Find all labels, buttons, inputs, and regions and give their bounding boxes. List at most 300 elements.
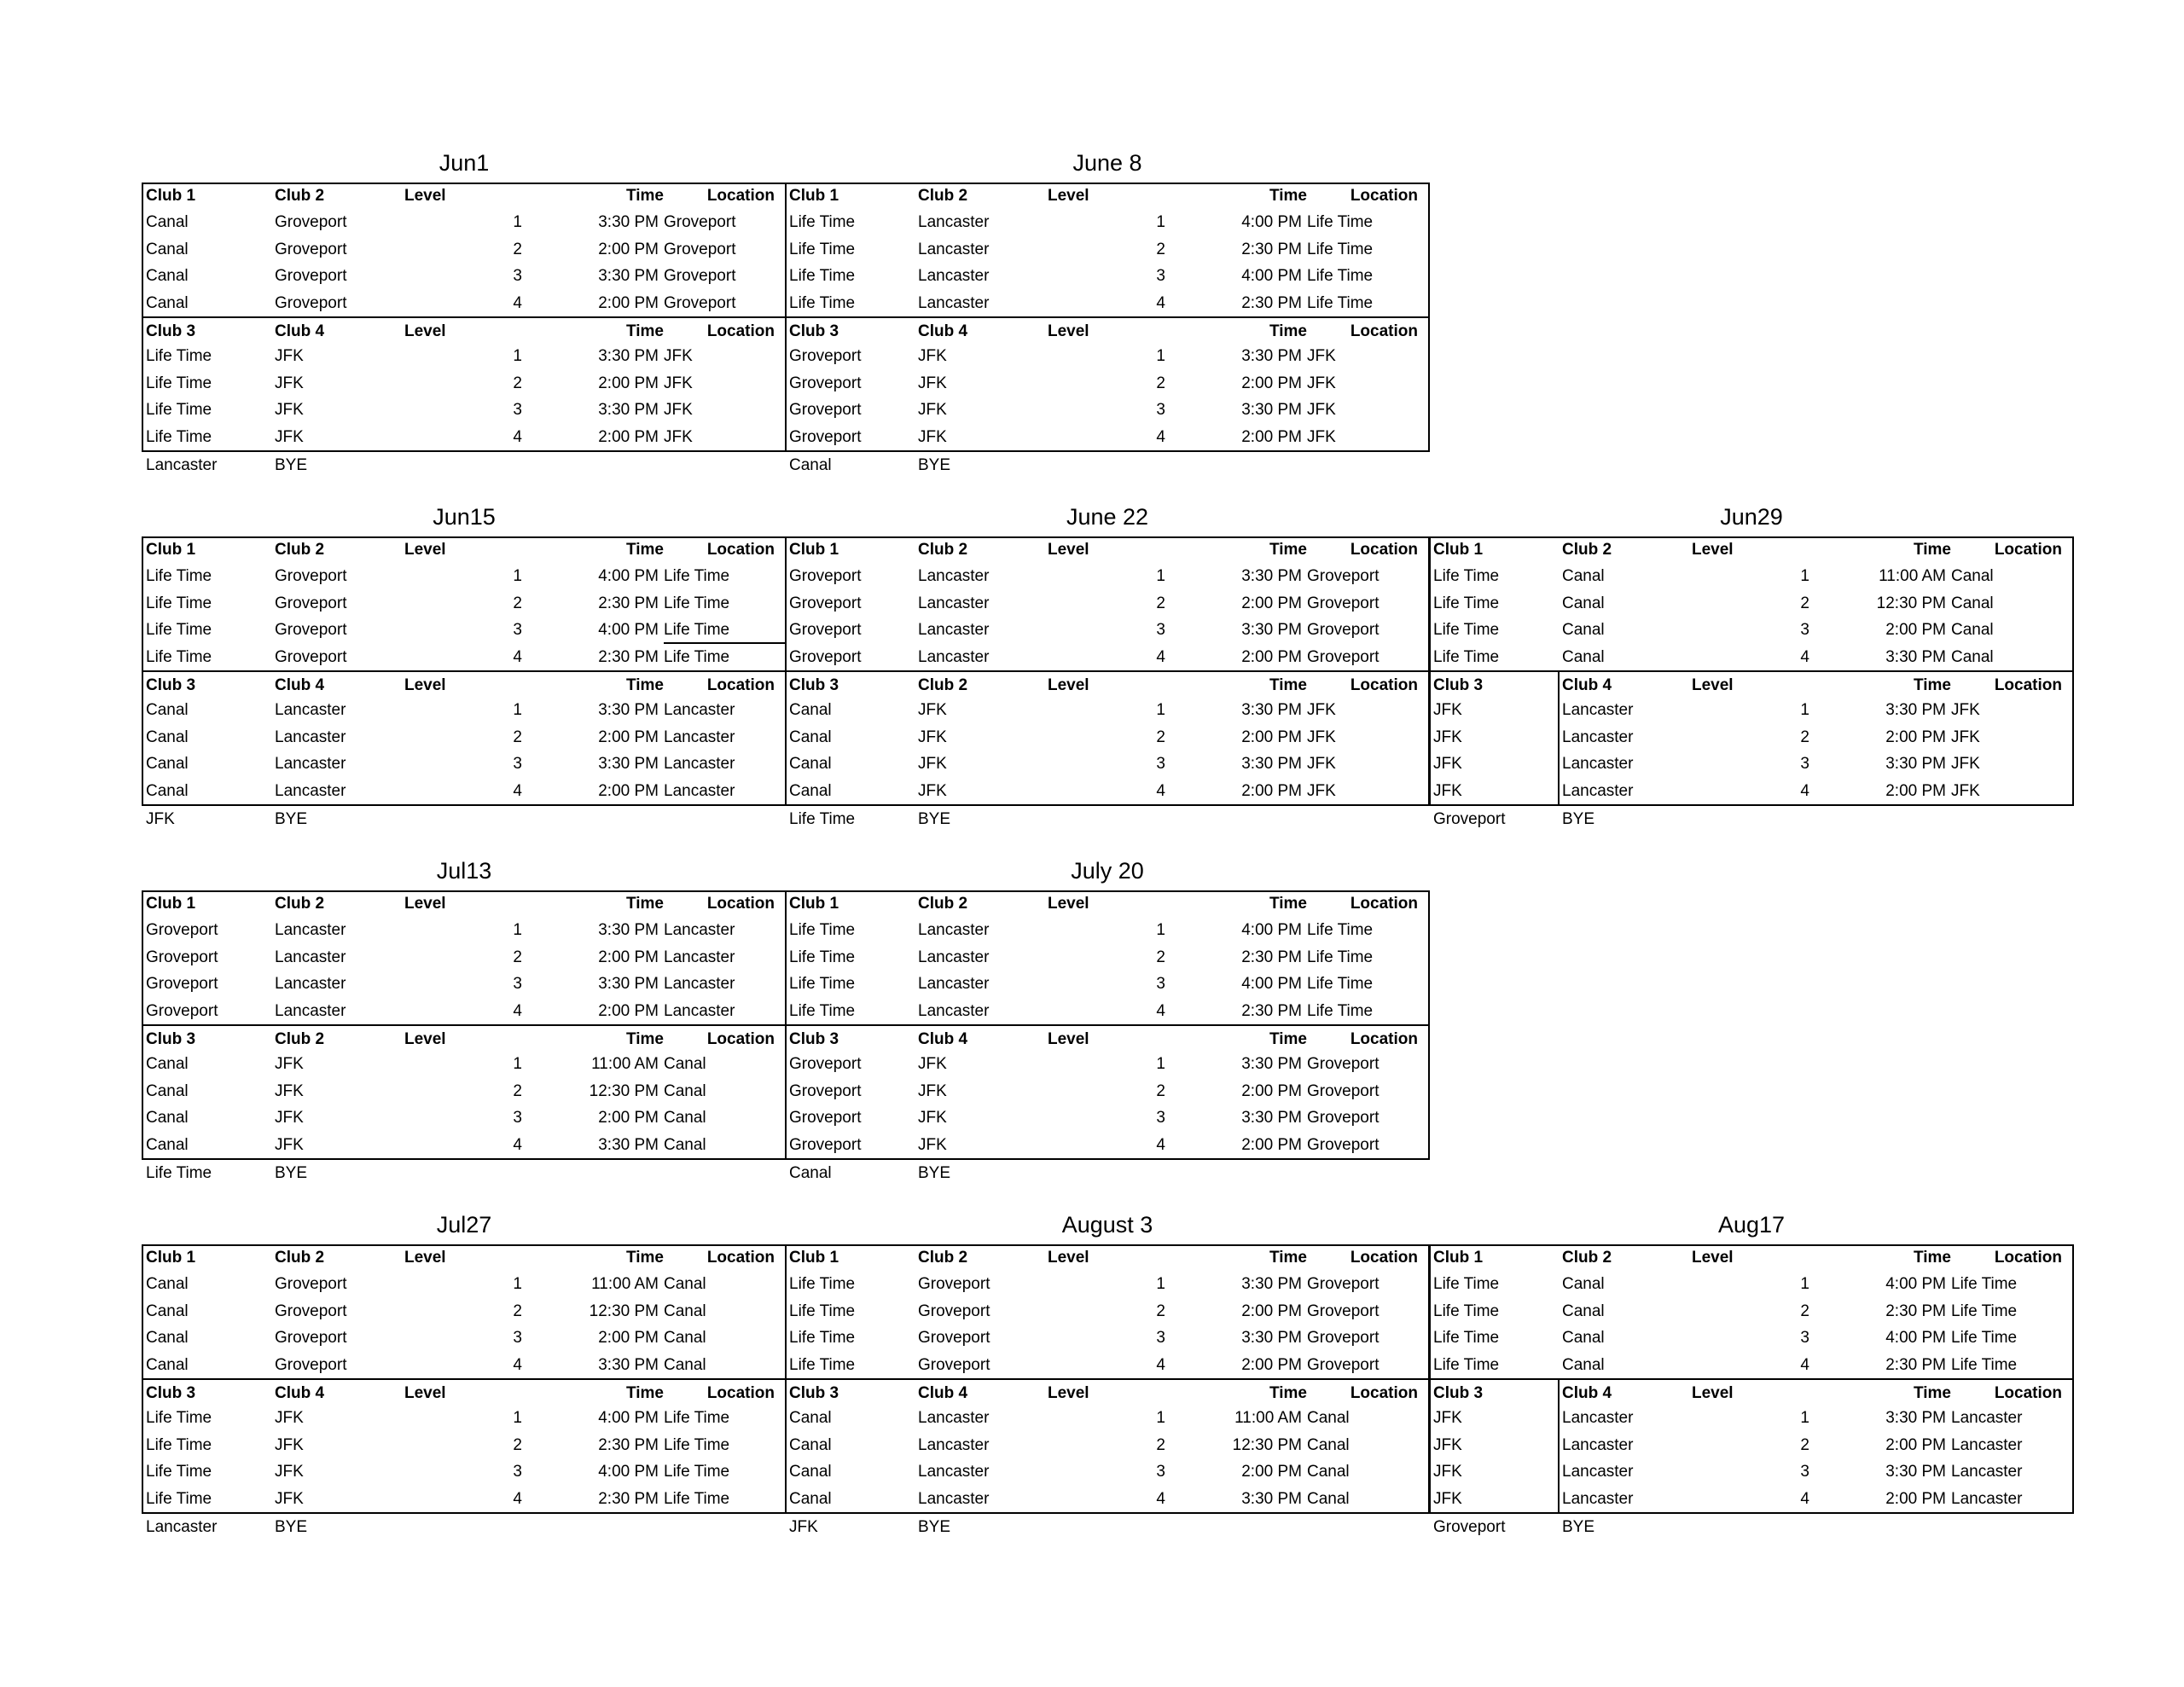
location-value: Lancaster bbox=[664, 975, 735, 994]
home-club: Life Time bbox=[789, 1275, 856, 1294]
location-value: Groveport bbox=[1307, 1055, 1380, 1074]
header-club-a: Club 1 bbox=[789, 541, 839, 559]
time-value: 2:00 PM bbox=[1885, 1435, 1946, 1454]
header-club-b: Club 2 bbox=[918, 187, 968, 205]
home-club: Canal bbox=[146, 1135, 189, 1154]
home-club: Groveport bbox=[789, 427, 862, 446]
home-club: Canal bbox=[146, 728, 189, 746]
location-value: Life Time bbox=[664, 1463, 730, 1481]
header-level: Level bbox=[404, 322, 446, 340]
home-club: Canal bbox=[146, 213, 189, 232]
header-club-b: Club 2 bbox=[275, 541, 325, 559]
bye-label: BYE bbox=[918, 1518, 951, 1536]
header-level: Level bbox=[1692, 541, 1734, 559]
away-club: Lancaster bbox=[918, 1489, 990, 1508]
home-club: Life Time bbox=[1433, 1355, 1500, 1374]
home-club: JFK bbox=[1433, 701, 1462, 720]
header-location: Location bbox=[1994, 676, 2062, 694]
header-level: Level bbox=[404, 1384, 446, 1402]
away-club: JFK bbox=[275, 1135, 304, 1154]
location-value: Canal bbox=[664, 1055, 706, 1074]
header-time: Time bbox=[1269, 895, 1307, 913]
header-club-b: Club 2 bbox=[275, 895, 325, 913]
table-row bbox=[142, 1104, 787, 1131]
location-value: JFK bbox=[664, 427, 693, 446]
location-value: Life Time bbox=[1307, 213, 1374, 232]
home-club: JFK bbox=[1433, 1409, 1462, 1428]
level-value: 2 bbox=[1156, 728, 1165, 746]
location-value: Lancaster bbox=[664, 781, 735, 800]
header-time: Time bbox=[1269, 187, 1307, 205]
table-row bbox=[142, 1051, 787, 1077]
home-club: Canal bbox=[789, 1435, 832, 1454]
table-row bbox=[785, 1432, 1430, 1458]
time-value: 4:00 PM bbox=[1241, 975, 1302, 994]
level-value: 1 bbox=[1800, 1409, 1809, 1428]
away-club: JFK bbox=[918, 701, 947, 720]
away-club: Groveport bbox=[275, 293, 347, 312]
table-row bbox=[1429, 1298, 2074, 1325]
table-row bbox=[142, 1078, 787, 1104]
table-row bbox=[142, 343, 787, 369]
level-value: 3 bbox=[1156, 1463, 1165, 1481]
home-club: Groveport bbox=[789, 1081, 862, 1100]
table-row bbox=[1429, 778, 2074, 804]
table-row bbox=[785, 236, 1430, 263]
table-row bbox=[1429, 724, 2074, 751]
home-club: Groveport bbox=[789, 347, 862, 366]
time-value: 2:30 PM bbox=[598, 594, 659, 612]
level-value: 4 bbox=[1156, 647, 1165, 666]
location-value: Life Time bbox=[1951, 1329, 2018, 1348]
schedule-date-title: Jul27 bbox=[436, 1212, 492, 1238]
level-value: 2 bbox=[513, 1435, 522, 1454]
away-club: Lancaster bbox=[918, 948, 990, 966]
time-value: 2:00 PM bbox=[598, 1109, 659, 1128]
home-club: Life Time bbox=[146, 1489, 212, 1508]
level-value: 4 bbox=[513, 1355, 522, 1374]
level-value: 1 bbox=[1156, 1055, 1165, 1074]
location-value: JFK bbox=[1307, 755, 1336, 774]
away-club: Groveport bbox=[275, 213, 347, 232]
header-level: Level bbox=[1692, 1384, 1734, 1402]
level-value: 2 bbox=[513, 948, 522, 966]
time-value: 2:30 PM bbox=[1241, 948, 1302, 966]
header-time: Time bbox=[625, 187, 664, 205]
home-club: Groveport bbox=[789, 567, 862, 586]
header-club-a: Club 1 bbox=[1433, 541, 1484, 559]
away-club: Groveport bbox=[918, 1275, 990, 1294]
time-value: 4:00 PM bbox=[1885, 1275, 1946, 1294]
header-club-a: Club 1 bbox=[1433, 1249, 1484, 1267]
schedule-date-title: June 8 bbox=[1072, 150, 1142, 176]
header-club-a: Club 1 bbox=[789, 1249, 839, 1267]
level-value: 2 bbox=[513, 728, 522, 746]
header-club-a: Club 1 bbox=[789, 187, 839, 205]
level-value: 3 bbox=[1800, 1329, 1809, 1348]
time-value: 2:00 PM bbox=[598, 1329, 659, 1348]
level-value: 3 bbox=[1800, 621, 1809, 640]
time-value: 2:00 PM bbox=[598, 293, 659, 312]
table-row bbox=[142, 917, 787, 943]
time-value: 2:00 PM bbox=[598, 728, 659, 746]
away-club: JFK bbox=[275, 1409, 304, 1428]
location-value: JFK bbox=[1307, 781, 1336, 800]
level-value: 3 bbox=[513, 1109, 522, 1128]
location-value: Lancaster bbox=[1951, 1489, 2023, 1508]
away-club: Lancaster bbox=[275, 701, 346, 720]
table-header-row bbox=[142, 316, 787, 343]
time-value: 2:00 PM bbox=[1241, 427, 1302, 446]
time-value: 2:30 PM bbox=[1241, 240, 1302, 258]
table-row bbox=[785, 778, 1430, 804]
time-value: 3:30 PM bbox=[598, 755, 659, 774]
bye-row bbox=[785, 806, 1430, 832]
table-row bbox=[1429, 590, 2074, 617]
header-level: Level bbox=[1048, 1030, 1089, 1048]
location-value: Groveport bbox=[1307, 1301, 1380, 1320]
away-club: JFK bbox=[918, 427, 947, 446]
level-value: 3 bbox=[1800, 755, 1809, 774]
away-club: JFK bbox=[918, 374, 947, 392]
bye-label: BYE bbox=[918, 456, 951, 474]
table-row bbox=[142, 724, 787, 751]
bye-label: BYE bbox=[918, 810, 951, 828]
location-value: Canal bbox=[1307, 1463, 1350, 1481]
location-value: Life Time bbox=[664, 1409, 730, 1428]
away-club: Groveport bbox=[275, 621, 347, 640]
table-header-row bbox=[142, 670, 787, 697]
location-value: Lancaster bbox=[664, 1001, 735, 1020]
location-value: Life Time bbox=[1307, 267, 1374, 286]
home-club: Life Time bbox=[1433, 621, 1500, 640]
away-club: Groveport bbox=[275, 647, 347, 666]
away-club: JFK bbox=[275, 1435, 304, 1454]
header-location: Location bbox=[1994, 541, 2062, 559]
location-value: Life Time bbox=[1951, 1355, 2018, 1374]
bye-label: BYE bbox=[1562, 1518, 1595, 1536]
level-value: 2 bbox=[1156, 1081, 1165, 1100]
bye-club: Canal bbox=[789, 456, 832, 474]
location-value: JFK bbox=[664, 347, 693, 366]
level-value: 3 bbox=[1156, 1329, 1165, 1348]
bye-club: JFK bbox=[789, 1518, 818, 1536]
away-club: Lancaster bbox=[1562, 755, 1634, 774]
location-value: JFK bbox=[664, 401, 693, 420]
table-header-row bbox=[785, 316, 1430, 343]
table-row bbox=[785, 1352, 1430, 1378]
table-row bbox=[785, 290, 1430, 316]
level-value: 2 bbox=[1156, 594, 1165, 612]
level-value: 4 bbox=[513, 1001, 522, 1020]
header-level: Level bbox=[404, 1030, 446, 1048]
header-time: Time bbox=[1269, 322, 1307, 340]
header-club-a: Club 1 bbox=[146, 541, 196, 559]
location-value: Canal bbox=[664, 1301, 706, 1320]
table-row bbox=[142, 1298, 787, 1325]
level-value: 2 bbox=[1156, 240, 1165, 258]
home-club: Life Time bbox=[146, 1435, 212, 1454]
table-row bbox=[785, 1298, 1430, 1325]
schedule-date-title: Jun15 bbox=[433, 504, 496, 530]
level-value: 3 bbox=[1156, 401, 1165, 420]
away-club: Canal bbox=[1562, 1329, 1605, 1348]
column-divider bbox=[1558, 1378, 1560, 1512]
level-value: 4 bbox=[513, 427, 522, 446]
location-value: Canal bbox=[1307, 1409, 1350, 1428]
away-club: JFK bbox=[918, 755, 947, 774]
level-value: 2 bbox=[513, 1301, 522, 1320]
location-value: Canal bbox=[1951, 594, 1994, 612]
table-row bbox=[785, 644, 1430, 670]
table-row bbox=[142, 778, 787, 804]
home-club: Canal bbox=[146, 701, 189, 720]
level-value: 2 bbox=[1156, 948, 1165, 966]
away-club: Groveport bbox=[275, 267, 347, 286]
table-row bbox=[785, 1078, 1430, 1104]
table-row bbox=[142, 424, 787, 450]
level-value: 1 bbox=[513, 567, 522, 586]
header-time: Time bbox=[1269, 676, 1307, 694]
away-club: Lancaster bbox=[1562, 728, 1634, 746]
bye-club: Groveport bbox=[1433, 1518, 1506, 1536]
table-header-row bbox=[142, 1378, 787, 1405]
time-value: 2:00 PM bbox=[1241, 647, 1302, 666]
home-club: Life Time bbox=[1433, 567, 1500, 586]
away-club: JFK bbox=[918, 1055, 947, 1074]
header-club-b: Club 4 bbox=[1562, 1384, 1612, 1402]
away-club: Lancaster bbox=[918, 567, 990, 586]
home-club: Life Time bbox=[1433, 1275, 1500, 1294]
location-value: Lancaster bbox=[664, 948, 735, 966]
header-club-a: Club 1 bbox=[146, 1249, 196, 1267]
table-row bbox=[142, 290, 787, 316]
location-value: Lancaster bbox=[1951, 1463, 2023, 1481]
header-level: Level bbox=[1048, 1249, 1089, 1267]
location-value: Lancaster bbox=[1951, 1435, 2023, 1454]
bye-row bbox=[142, 1160, 787, 1186]
away-club: Canal bbox=[1562, 1355, 1605, 1374]
time-value: 2:30 PM bbox=[1885, 1355, 1946, 1374]
location-value: Groveport bbox=[1307, 594, 1380, 612]
table-row bbox=[1429, 617, 2074, 643]
level-value: 1 bbox=[1156, 567, 1165, 586]
time-value: 2:00 PM bbox=[598, 427, 659, 446]
table-row bbox=[1429, 1458, 2074, 1485]
away-club: JFK bbox=[275, 1055, 304, 1074]
table-row bbox=[785, 697, 1430, 723]
away-club: Lancaster bbox=[918, 1409, 990, 1428]
table-row bbox=[785, 563, 1430, 589]
level-value: 3 bbox=[513, 975, 522, 994]
bye-row bbox=[1429, 1514, 2074, 1540]
time-value: 2:30 PM bbox=[598, 1489, 659, 1508]
header-level: Level bbox=[1692, 1249, 1734, 1267]
table-header-row bbox=[785, 183, 1430, 209]
home-club: Life Time bbox=[789, 293, 856, 312]
time-value: 3:30 PM bbox=[1241, 1275, 1302, 1294]
header-location: Location bbox=[1994, 1384, 2062, 1402]
home-club: Canal bbox=[146, 1109, 189, 1128]
away-club: Lancaster bbox=[275, 728, 346, 746]
level-value: 2 bbox=[1800, 594, 1809, 612]
location-value: Life Time bbox=[1307, 975, 1374, 994]
bye-label: BYE bbox=[275, 1164, 308, 1182]
away-club: Lancaster bbox=[1562, 781, 1634, 800]
bye-label: BYE bbox=[918, 1164, 951, 1182]
header-club-b: Club 4 bbox=[918, 322, 968, 340]
home-club: Life Time bbox=[146, 347, 212, 366]
home-club: Life Time bbox=[789, 213, 856, 232]
header-club-a: Club 1 bbox=[146, 895, 196, 913]
table-row bbox=[785, 617, 1430, 643]
header-location: Location bbox=[706, 187, 775, 205]
home-club: JFK bbox=[1433, 728, 1462, 746]
level-value: 4 bbox=[513, 647, 522, 666]
table-row bbox=[142, 944, 787, 971]
away-club: Lancaster bbox=[275, 755, 346, 774]
home-club: Canal bbox=[789, 781, 832, 800]
level-value: 3 bbox=[513, 267, 522, 286]
table-row bbox=[142, 370, 787, 397]
bye-row bbox=[785, 452, 1430, 478]
table-header-row bbox=[1429, 1378, 2074, 1405]
home-club: Life Time bbox=[789, 1001, 856, 1020]
table-row bbox=[142, 590, 787, 617]
time-value: 3:30 PM bbox=[598, 921, 659, 940]
schedule-date-title: June 22 bbox=[1066, 504, 1149, 530]
location-value: Groveport bbox=[1307, 647, 1380, 666]
level-value: 2 bbox=[1800, 1301, 1809, 1320]
level-value: 2 bbox=[513, 594, 522, 612]
away-club: Lancaster bbox=[918, 1435, 990, 1454]
time-value: 3:30 PM bbox=[1241, 1489, 1302, 1508]
location-value: Life Time bbox=[664, 1489, 730, 1508]
location-value: Groveport bbox=[664, 213, 736, 232]
home-club: Groveport bbox=[789, 621, 862, 640]
header-club-a: Club 3 bbox=[789, 1030, 839, 1048]
level-value: 3 bbox=[513, 1329, 522, 1348]
time-value: 2:00 PM bbox=[598, 1001, 659, 1020]
table-row bbox=[1429, 1486, 2074, 1512]
time-value: 4:00 PM bbox=[1241, 213, 1302, 232]
location-value: Life Time bbox=[1951, 1275, 2018, 1294]
time-value: 2:30 PM bbox=[1885, 1301, 1946, 1320]
table-row bbox=[142, 644, 787, 670]
home-club: Groveport bbox=[789, 1135, 862, 1154]
bye-club: Groveport bbox=[1433, 810, 1506, 828]
level-value: 4 bbox=[1156, 781, 1165, 800]
header-time: Time bbox=[1913, 1384, 1951, 1402]
time-value: 2:00 PM bbox=[1885, 1489, 1946, 1508]
location-value: Life Time bbox=[664, 567, 730, 586]
header-level: Level bbox=[404, 676, 446, 694]
table-row bbox=[785, 1486, 1430, 1512]
home-club: Life Time bbox=[1433, 1329, 1500, 1348]
home-club: Life Time bbox=[146, 567, 212, 586]
home-club: Groveport bbox=[789, 374, 862, 392]
home-club: Groveport bbox=[789, 647, 862, 666]
level-value: 3 bbox=[1156, 267, 1165, 286]
level-value: 1 bbox=[1156, 701, 1165, 720]
table-header-row bbox=[142, 536, 787, 563]
bye-row bbox=[785, 1514, 1430, 1540]
header-club-b: Club 2 bbox=[1562, 541, 1612, 559]
header-club-a: Club 3 bbox=[1433, 676, 1484, 694]
table-header-row bbox=[785, 1244, 1430, 1271]
table-row bbox=[785, 424, 1430, 450]
home-club: Life Time bbox=[789, 1301, 856, 1320]
time-value: 3:30 PM bbox=[598, 1355, 659, 1374]
home-club: Life Time bbox=[789, 1329, 856, 1348]
header-location: Location bbox=[706, 676, 775, 694]
table-row bbox=[142, 1271, 787, 1297]
home-club: Groveport bbox=[146, 921, 218, 940]
away-club: Groveport bbox=[275, 594, 347, 612]
away-club: Lancaster bbox=[275, 1001, 346, 1020]
away-club: Lancaster bbox=[275, 921, 346, 940]
schedule-date-title: Jul13 bbox=[436, 858, 492, 884]
bye-row bbox=[142, 806, 787, 832]
header-time: Time bbox=[625, 676, 664, 694]
home-club: Canal bbox=[146, 1329, 189, 1348]
home-club: Life Time bbox=[146, 427, 212, 446]
header-time: Time bbox=[625, 1249, 664, 1267]
location-value: Groveport bbox=[1307, 1275, 1380, 1294]
table-row bbox=[142, 1458, 787, 1485]
time-value: 3:30 PM bbox=[1241, 347, 1302, 366]
header-level: Level bbox=[1048, 1384, 1089, 1402]
level-value: 2 bbox=[1800, 728, 1809, 746]
away-club: Groveport bbox=[275, 1355, 347, 1374]
header-club-b: Club 4 bbox=[275, 322, 325, 340]
location-value: Canal bbox=[1307, 1489, 1350, 1508]
home-club: Canal bbox=[146, 267, 189, 286]
header-location: Location bbox=[1994, 1249, 2062, 1267]
location-value: Groveport bbox=[1307, 567, 1380, 586]
table-row bbox=[142, 998, 787, 1024]
table-row bbox=[1429, 644, 2074, 670]
header-club-b: Club 2 bbox=[918, 1249, 968, 1267]
away-club: Canal bbox=[1562, 1275, 1605, 1294]
time-value: 3:30 PM bbox=[1241, 1055, 1302, 1074]
bye-row bbox=[1429, 806, 2074, 832]
location-value: JFK bbox=[1307, 728, 1336, 746]
table-header-row bbox=[142, 183, 787, 209]
level-value: 2 bbox=[1156, 1435, 1165, 1454]
level-value: 3 bbox=[1156, 755, 1165, 774]
level-value: 4 bbox=[1156, 1355, 1165, 1374]
location-value: JFK bbox=[1307, 347, 1336, 366]
home-club: Canal bbox=[789, 755, 832, 774]
time-value: 2:30 PM bbox=[1241, 1001, 1302, 1020]
location-value: Lancaster bbox=[664, 921, 735, 940]
table-row bbox=[785, 590, 1430, 617]
header-location: Location bbox=[1350, 1030, 1418, 1048]
header-club-a: Club 1 bbox=[146, 187, 196, 205]
away-club: Lancaster bbox=[918, 921, 990, 940]
level-value: 2 bbox=[513, 240, 522, 258]
header-time: Time bbox=[1269, 1384, 1307, 1402]
away-club: JFK bbox=[275, 347, 304, 366]
home-club: Canal bbox=[146, 1355, 189, 1374]
table-row bbox=[142, 971, 787, 997]
time-value: 4:00 PM bbox=[1241, 921, 1302, 940]
time-value: 2:00 PM bbox=[598, 948, 659, 966]
table-row bbox=[142, 1352, 787, 1378]
table-row bbox=[142, 1486, 787, 1512]
location-value: Canal bbox=[664, 1109, 706, 1128]
